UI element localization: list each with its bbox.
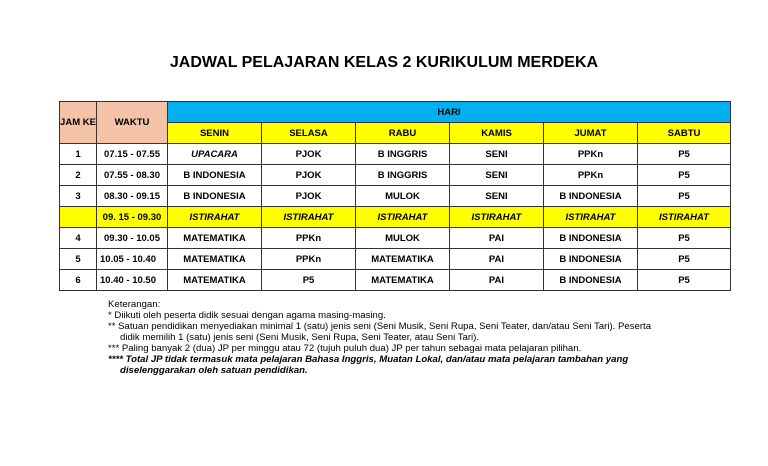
subject-cell: MATEMATIKA xyxy=(168,270,262,291)
subject-cell: P5 xyxy=(638,270,731,291)
header-day: SENIN xyxy=(168,123,262,144)
subject-cell: ISTIRAHAT xyxy=(356,207,450,228)
table-row xyxy=(60,186,731,207)
subject-cell: PAI xyxy=(450,270,544,291)
page-title: JADWAL PELAJARAN KELAS 2 KURIKULUM MERDEKA xyxy=(169,54,599,71)
jam-cell: 6 xyxy=(60,270,97,291)
subject-cell: MATEMATIKA xyxy=(356,270,450,291)
header-day: JUMAT xyxy=(544,123,638,144)
jam-cell: 2 xyxy=(60,165,97,186)
subject-cell: SENI xyxy=(450,144,544,165)
subject-cell: B INDONESIA xyxy=(168,165,262,186)
table-row xyxy=(60,228,731,249)
note-2-cont: didik memilih 1 (satu) jenis seni (Seni Musik, Seni Rupa, Seni Teater, atau Seni Tari). xyxy=(120,332,480,343)
subject-cell: PAI xyxy=(450,228,544,249)
subject-cell: B INDONESIA xyxy=(544,186,638,207)
subject-cell: B INDONESIA xyxy=(168,186,262,207)
subject-cell: MATEMATIKA xyxy=(168,228,262,249)
notes-heading: Keterangan: xyxy=(108,299,161,310)
subject-cell: B INDONESIA xyxy=(544,228,638,249)
notes xyxy=(108,299,718,376)
table-row xyxy=(60,270,731,291)
subject-cell: ISTIRAHAT xyxy=(638,207,731,228)
subject-cell: B INDONESIA xyxy=(544,249,638,270)
jam-cell: 3 xyxy=(60,186,97,207)
header-day: SABTU xyxy=(638,123,731,144)
subject-cell: P5 xyxy=(638,165,731,186)
waktu-cell: 09. 15 - 09.30 xyxy=(97,207,168,228)
subject-cell: P5 xyxy=(638,249,731,270)
waktu-cell: 07.15 - 07.55 xyxy=(97,144,168,165)
subject-cell: PPKn xyxy=(544,165,638,186)
subject-cell: MATEMATIKA xyxy=(168,249,262,270)
header-day: SELASA xyxy=(262,123,356,144)
subject-cell: SENI xyxy=(450,186,544,207)
subject-cell: PJOK xyxy=(262,186,356,207)
note-4-cont: diselenggarakan oleh satuan pendidikan. xyxy=(120,365,308,376)
jam-cell: 1 xyxy=(60,144,97,165)
subject-cell: B INGGRIS xyxy=(356,165,450,186)
subject-cell: PPKn xyxy=(544,144,638,165)
subject-cell: ISTIRAHAT xyxy=(262,207,356,228)
note-1: * Diikuti oleh peserta didik sesuai dengan agama masing-masing. xyxy=(108,310,386,321)
subject-cell: MULOK xyxy=(356,228,450,249)
waktu-cell: 10.05 - 10.40 xyxy=(97,249,168,270)
note-4: **** Total JP tidak termasuk mata pelajaran Bahasa Inggris, Muatan Lokal, dan/atau mata pelajaran tambahan yang xyxy=(108,354,629,365)
subject-cell: PPKn xyxy=(262,249,356,270)
jam-cell xyxy=(60,207,97,228)
subject-cell: MULOK xyxy=(356,186,450,207)
waktu-cell: 07.55 - 08.30 xyxy=(97,165,168,186)
subject-cell: PAI xyxy=(450,249,544,270)
subject-cell: P5 xyxy=(638,228,731,249)
subject-cell: B INDONESIA xyxy=(544,270,638,291)
subject-cell: SENI xyxy=(450,165,544,186)
schedule-table xyxy=(59,101,731,291)
table-row xyxy=(60,207,731,228)
header-day: KAMIS xyxy=(450,123,544,144)
note-3: *** Paling banyak 2 (dua) JP per minggu atau 72 (tujuh puluh dua) JP per tahun sebagai mata pelajaran pilihan. xyxy=(108,343,582,354)
subject-cell: PJOK xyxy=(262,144,356,165)
table-row xyxy=(60,165,731,186)
subject-cell: MATEMATIKA xyxy=(356,249,450,270)
jam-cell: 5 xyxy=(60,249,97,270)
subject-cell: PPKn xyxy=(262,228,356,249)
subject-cell: P5 xyxy=(638,186,731,207)
header-hari: HARI xyxy=(168,102,731,123)
subject-cell: B INGGRIS xyxy=(356,144,450,165)
header-waktu: WAKTU xyxy=(97,102,168,144)
jam-cell: 4 xyxy=(60,228,97,249)
waktu-cell: 10.40 - 10.50 xyxy=(97,270,168,291)
subject-cell: UPACARA xyxy=(168,144,262,165)
subject-cell: ISTIRAHAT xyxy=(450,207,544,228)
note-2: ** Satuan pendidikan menyediakan minimal 1 (satu) jenis seni (Seni Musik, Seni Rupa, Seni Teater, dan/atau Seni Tari). Peserta xyxy=(108,321,652,332)
subject-cell: P5 xyxy=(638,144,731,165)
table-row xyxy=(60,249,731,270)
subject-cell: P5 xyxy=(262,270,356,291)
subject-cell: PJOK xyxy=(262,165,356,186)
header-jam: JAM KE xyxy=(60,102,97,144)
subject-cell: ISTIRAHAT xyxy=(168,207,262,228)
waktu-cell: 08.30 - 09.15 xyxy=(97,186,168,207)
subject-cell: ISTIRAHAT xyxy=(544,207,638,228)
table-row xyxy=(60,144,731,165)
waktu-cell: 09.30 - 10.05 xyxy=(97,228,168,249)
header-day: RABU xyxy=(356,123,450,144)
